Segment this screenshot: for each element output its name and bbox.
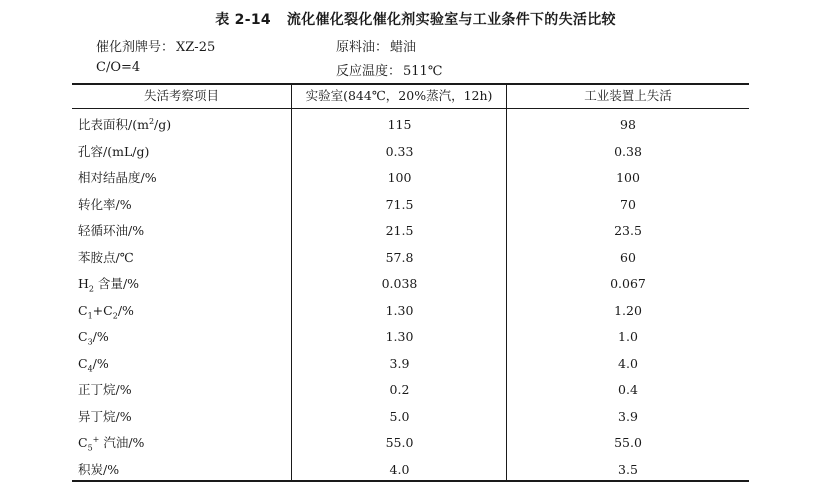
table-row: [72, 403, 749, 430]
row-item-label: [78, 323, 288, 350]
row-lab-value: 1.30: [385, 329, 414, 344]
table-row: [72, 456, 749, 483]
feed-label: 原料油：: [336, 40, 389, 55]
row-lab-value: 0.038: [381, 276, 418, 291]
table-row: [72, 111, 749, 138]
row-lab-value: 5.0: [389, 408, 410, 424]
temp-value: 511℃: [403, 64, 443, 79]
row-lab-value: 55.0: [385, 435, 414, 450]
catalyst-label: 催化剂牌号：: [96, 40, 175, 55]
label-part-sub: 3: [87, 337, 93, 347]
row-lab-value: 71.5: [385, 196, 414, 212]
header-industrial: 工业装置上失活: [584, 88, 672, 103]
label-part-pre: 转化率/%: [78, 196, 132, 212]
row-lab-value: 0.2: [389, 382, 410, 397]
table-caption: [0, 9, 831, 29]
feed-oil: [336, 36, 416, 55]
table-row: [72, 376, 749, 403]
table-row: [72, 164, 749, 191]
row-item-label: [78, 456, 288, 483]
table-row: [72, 244, 749, 271]
table-row: [72, 323, 749, 350]
row-lab-value: 115: [387, 117, 412, 132]
label-part-sup: +: [92, 434, 100, 444]
label-part-pre: C: [78, 355, 88, 371]
row-industrial-value: 60: [620, 249, 636, 265]
row-industrial-value: 3.9: [618, 408, 638, 424]
label-part-post: /g): [154, 117, 172, 132]
label-part-sub: 2: [88, 284, 94, 294]
label-part-sub: 1: [87, 311, 93, 320]
row-industrial-value: 70: [620, 196, 636, 212]
label-part-pre: C: [78, 329, 88, 344]
co-ratio: C/O=4: [96, 60, 141, 75]
table-row: [72, 191, 749, 218]
row-item-label: [78, 138, 288, 165]
row-item-label: [78, 403, 288, 430]
label-part-pre: 相对结晶度/%: [78, 170, 157, 185]
row-item-label: [78, 270, 288, 297]
row-lab-value: 1.30: [385, 302, 414, 318]
label-part-sup: 2: [148, 116, 155, 126]
label-part-post: /%: [92, 329, 109, 344]
label-part-sub: 5: [87, 443, 93, 453]
label-part-pre: 正丁烷/%: [78, 382, 132, 397]
row-industrial-value: 4.0: [618, 355, 638, 371]
row-item-label: [78, 111, 288, 138]
row-industrial-value: 0.067: [610, 276, 646, 291]
row-item-label: [78, 429, 288, 456]
feed-value: 蜡油: [390, 40, 417, 55]
label-part-pre: 孔容/(mL/g): [78, 143, 150, 159]
row-industrial-value: 1.20: [614, 302, 642, 318]
row-industrial-value: 3.5: [618, 461, 638, 477]
table-number: 表 2-14: [215, 12, 271, 28]
row-lab-value: 21.5: [385, 223, 414, 238]
catalyst-grade: [96, 36, 215, 55]
header-rule: [72, 108, 749, 109]
catalyst-value: XZ-25: [176, 40, 216, 55]
row-item-label: [78, 164, 288, 191]
row-item-label: [78, 376, 288, 403]
label-part-sub: 4: [87, 364, 93, 373]
row-industrial-value: 0.4: [618, 382, 638, 397]
row-lab-value: 0.33: [385, 143, 414, 159]
label-part-mid: +C: [92, 302, 113, 318]
table-row: [72, 138, 749, 165]
reaction-temperature: [336, 60, 442, 79]
label-part-post: 含量/%: [94, 276, 140, 291]
table-title: 流化催化裂化催化剂实验室与工业条件下的失活比较: [286, 12, 616, 28]
label-part-pre: H: [78, 276, 89, 291]
label-part-pre: 比表面积/(m: [78, 117, 149, 132]
label-part-sub2: 2: [112, 311, 118, 320]
row-item-label: [78, 244, 288, 271]
row-item-label: [78, 217, 288, 244]
table-row: [72, 429, 749, 456]
temp-label: 反应温度：: [336, 64, 402, 79]
row-industrial-value: 55.0: [614, 435, 642, 450]
row-industrial-value: 0.38: [614, 143, 642, 159]
row-industrial-value: 1.0: [618, 329, 638, 344]
row-industrial-value: 23.5: [614, 223, 642, 238]
table-row: [72, 270, 749, 297]
label-part-post: /%: [92, 355, 109, 371]
row-lab-value: 4.0: [389, 461, 410, 477]
label-part-pre: 积炭/%: [78, 461, 120, 477]
row-lab-value: 100: [387, 170, 412, 185]
row-industrial-value: 98: [620, 117, 636, 132]
row-item-label: [78, 350, 288, 377]
row-item-label: [78, 191, 288, 218]
label-part-post: 汽油/%: [99, 435, 145, 450]
label-part-pre: C: [78, 302, 88, 318]
label-part-pre: C: [78, 435, 88, 450]
label-part-post: /%: [117, 302, 134, 318]
header-item: 失活考察项目: [143, 88, 219, 103]
row-item-label: [78, 297, 288, 324]
row-industrial-value: 100: [616, 170, 640, 185]
label-part-pre: 轻循环油/%: [78, 223, 145, 238]
table-row: [72, 217, 749, 244]
table-row: [72, 297, 749, 324]
label-part-pre: 异丁烷/%: [78, 408, 132, 424]
row-lab-value: 57.8: [385, 249, 414, 265]
row-lab-value: 3.9: [389, 355, 410, 371]
table-row: [72, 350, 749, 377]
header-lab: 实验室(844℃，20%蒸汽，12h): [305, 88, 493, 103]
label-part-pre: 苯胺点/℃: [78, 249, 134, 265]
